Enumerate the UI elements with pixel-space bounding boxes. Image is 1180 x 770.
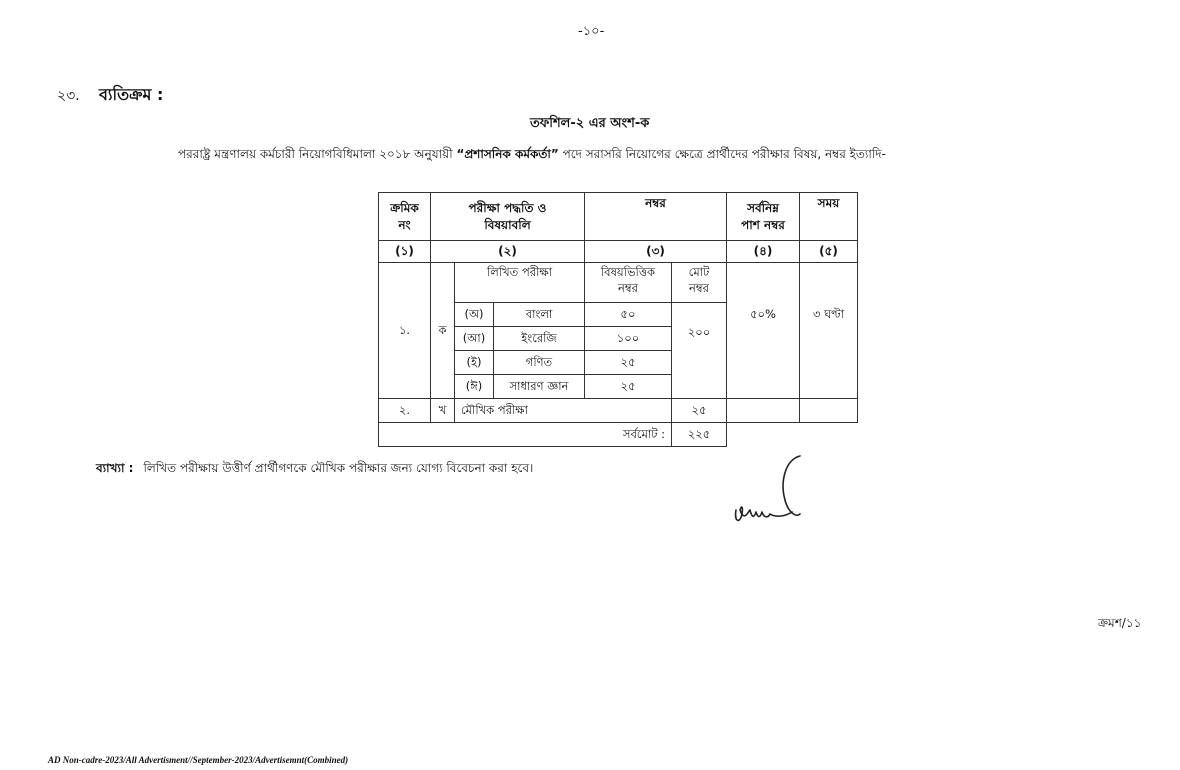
grand-total-empty bbox=[727, 423, 858, 447]
sub-serial-kha: খ bbox=[431, 399, 455, 423]
subject-marks: ৫০ bbox=[585, 303, 672, 327]
section-title: ব্যতিক্রম : bbox=[99, 85, 164, 104]
header-marks: নম্বর bbox=[585, 193, 727, 241]
subject-name: সাধারণ জ্ঞান bbox=[494, 375, 585, 399]
col-number-4: (৪) bbox=[727, 241, 800, 263]
header-pass-line1: সর্বনিম্ন bbox=[747, 201, 779, 216]
written-total-marks: ২০০ bbox=[672, 303, 727, 399]
continued-marker: ক্রমশ/১১ bbox=[1098, 616, 1142, 630]
header-method bbox=[431, 193, 585, 241]
subject-marks: ২৫ bbox=[585, 351, 672, 375]
col-number-5: (৫) bbox=[800, 241, 858, 263]
total-marks-line1: মোট bbox=[688, 265, 710, 279]
header-method-line2: বিষয়াবলি bbox=[484, 217, 531, 232]
subject-code: (ঈ) bbox=[455, 375, 494, 399]
signature bbox=[730, 452, 810, 527]
note-text: লিখিত পরীক্ষায় উত্তীর্ণ প্রার্থীগণকে মৌখিক পরীক্ষার জন্য যোগ্য বিবেচনা করা হবে। bbox=[143, 461, 534, 475]
subject-name: বাংলা bbox=[494, 303, 585, 327]
col-number-1: (১) bbox=[379, 241, 431, 263]
subject-marks-line2: নম্বর bbox=[618, 280, 638, 295]
serial-2: ২. bbox=[379, 399, 431, 423]
header-serial bbox=[379, 193, 431, 241]
page-number: -১০- bbox=[578, 24, 605, 39]
intro-post-name: “প্রশাসনিক কর্মকর্তা” bbox=[456, 147, 559, 161]
header-pass-line2: পাশ নম্বর bbox=[741, 217, 785, 232]
viva-time-empty bbox=[800, 399, 858, 423]
pass-mark-cell: ৫০% bbox=[727, 263, 800, 399]
exam-table bbox=[378, 192, 858, 447]
subject-name: ইংরেজি bbox=[494, 327, 585, 351]
sub-serial-ka: ক bbox=[431, 263, 455, 399]
viva-pass-empty bbox=[727, 399, 800, 423]
intro-paragraph bbox=[178, 146, 886, 166]
subject-marks-line1: বিষয়ভিত্তিক bbox=[600, 265, 656, 279]
explanation-note bbox=[96, 460, 533, 480]
grand-total-value: ২২৫ bbox=[672, 423, 727, 447]
grand-total-label: সর্বমোট : bbox=[379, 423, 672, 447]
viva-marks: ২৫ bbox=[672, 399, 727, 423]
section-number: ২৩. bbox=[57, 88, 80, 104]
header-method-line1: পরীক্ষা পদ্ধতি ও bbox=[468, 201, 547, 216]
header-serial-line2: নং bbox=[398, 217, 411, 232]
intro-text-before: পররাষ্ট্র মন্ত্রণালয় কর্মচারী নিয়োগবিধিমালা ২০১৮ অনুযায়ী bbox=[178, 147, 457, 161]
col-number-3: (৩) bbox=[585, 241, 727, 263]
subject-marks: ২৫ bbox=[585, 375, 672, 399]
subject-code: (আ) bbox=[455, 327, 494, 351]
schedule-title: তফশিল-২ এর অংশ-ক bbox=[530, 116, 650, 131]
intro-text-after: পদে সরাসরি নিয়োগের ক্ষেত্রে প্রার্থীদের পরীক্ষার বিষয়, নম্বর ইত্যাদি- bbox=[558, 147, 886, 161]
subject-marks: ১০০ bbox=[585, 327, 672, 351]
header-pass-mark bbox=[727, 193, 800, 241]
header-serial-line1: ক্রমিক bbox=[390, 201, 419, 216]
duration-cell: ৩ ঘণ্টা bbox=[800, 263, 858, 399]
footer-path: AD Non-cadre-2023/All Advertisment//September-2023/Advertisemnt(Combined) bbox=[48, 755, 349, 765]
subject-name: গণিত bbox=[494, 351, 585, 375]
header-time: সময় bbox=[800, 193, 858, 241]
table-row bbox=[379, 399, 858, 423]
col-number-2: (২) bbox=[431, 241, 585, 263]
subject-code: (ই) bbox=[455, 351, 494, 375]
subject-code: (অ) bbox=[455, 303, 494, 327]
written-exam-label: লিখিত পরীক্ষা bbox=[455, 263, 585, 303]
serial-1: ১. bbox=[379, 263, 431, 399]
subject-marks-header bbox=[585, 263, 672, 303]
viva-exam-label: মৌখিক পরীক্ষা bbox=[455, 399, 672, 423]
total-marks-header bbox=[672, 263, 727, 303]
note-label: ব্যাখ্যা : bbox=[96, 461, 134, 475]
total-marks-line2: নম্বর bbox=[689, 280, 709, 295]
